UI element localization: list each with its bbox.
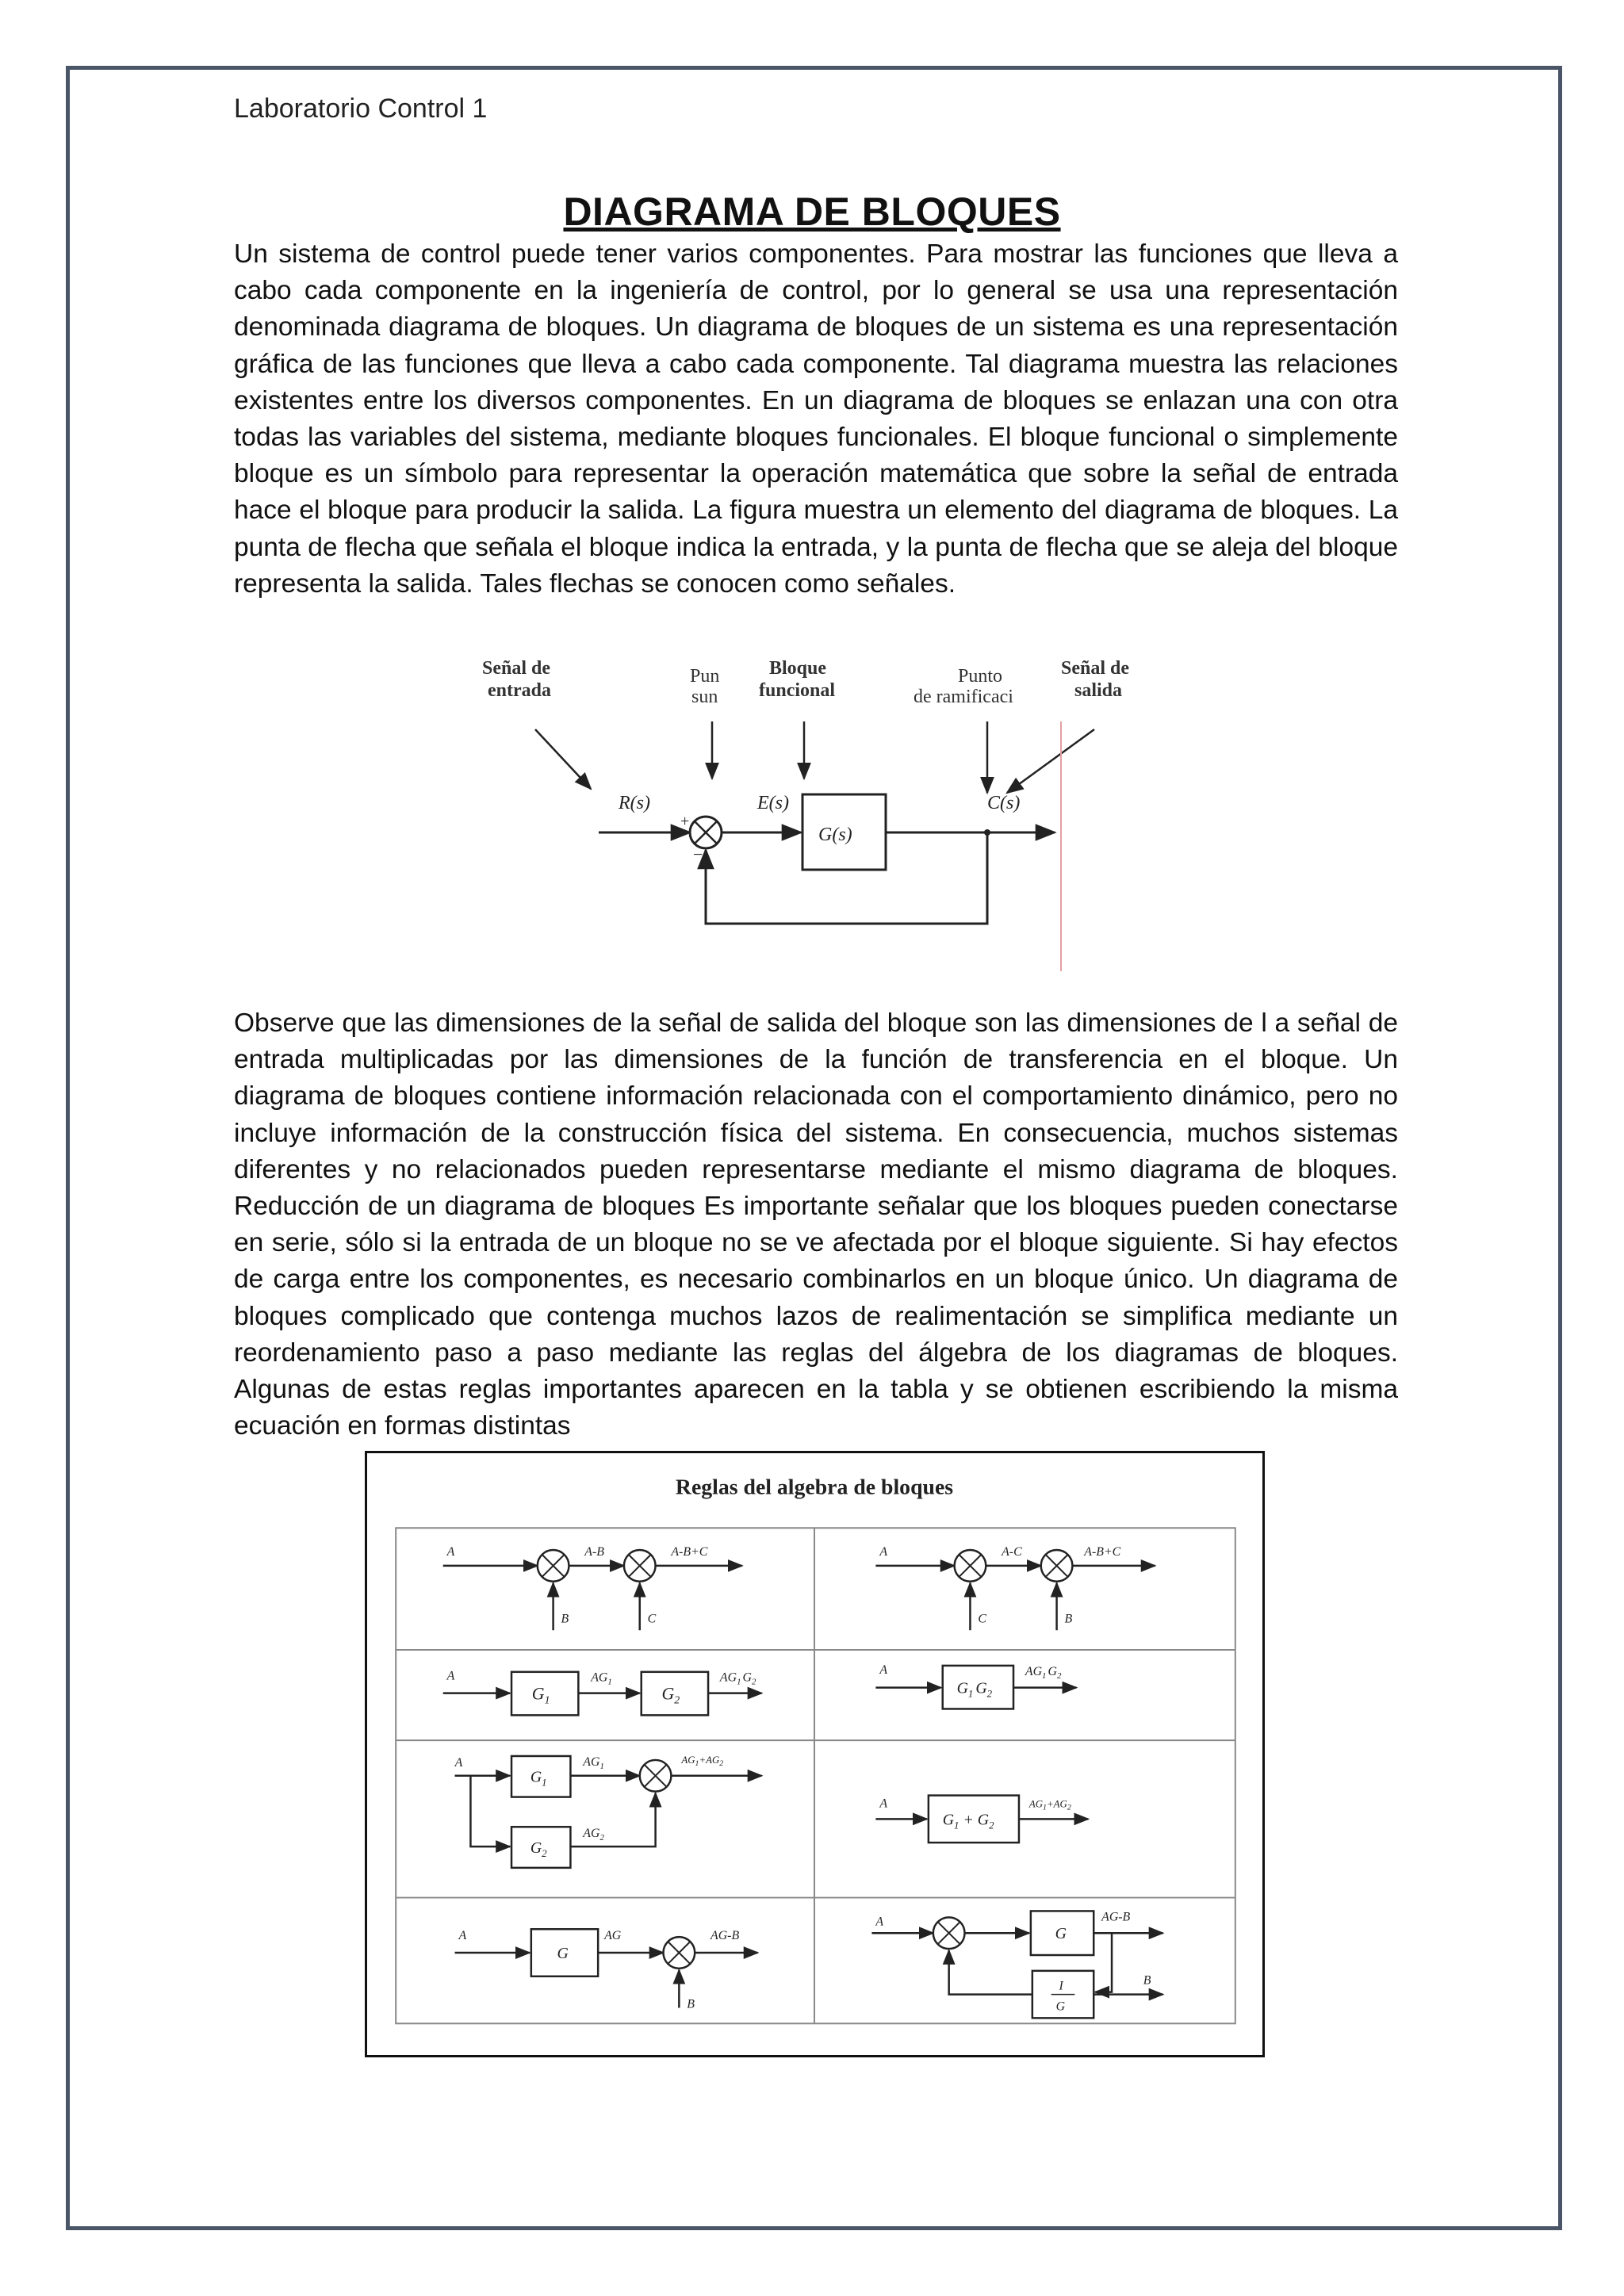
r3-right-out: AG	[1028, 1798, 1044, 1810]
r3-left-sum-m: +AG	[699, 1754, 720, 1766]
svg-text:AG1G2	[1025, 1665, 1062, 1681]
rule-2-left	[443, 1670, 762, 1716]
r3-left-sum-s2: 2	[719, 1758, 724, 1768]
r2-right-out: AG	[1025, 1664, 1043, 1678]
r2-left-a: A	[446, 1669, 455, 1683]
r2-right-out-s1: 1	[1042, 1670, 1047, 1681]
r1-right-amc: A-C	[1002, 1544, 1022, 1559]
label-block-line2: funcional	[759, 680, 836, 701]
r1-left-b: B	[561, 1612, 569, 1626]
r4-right-g: G	[1055, 1925, 1067, 1943]
r4-left-g: G	[557, 1944, 569, 1962]
r3-left-a: A	[454, 1755, 463, 1770]
r4-right-b: B	[1143, 1973, 1151, 1988]
r3-right-a: A	[879, 1797, 888, 1811]
r2-left-ag1-sub: 1	[607, 1677, 612, 1687]
rule-1-left	[443, 1545, 742, 1630]
r2-left-ag1: AG	[591, 1670, 608, 1685]
label-branch-line1: Punto	[958, 666, 1003, 687]
label-branch-line2: de ramificaci	[914, 687, 1013, 707]
r3-left-g2: G	[530, 1839, 542, 1858]
signal-e-label: E(s)	[757, 793, 789, 813]
r2-right-g1-sub: 1	[967, 1688, 974, 1700]
block-algebra-rules-table	[365, 1451, 1265, 2057]
r3-right-g2-sub: 2	[989, 1820, 994, 1831]
r1-right-c: C	[978, 1612, 986, 1626]
label-output-line1: Señal de	[1061, 658, 1130, 679]
input-pointer-arrow	[535, 729, 591, 789]
svg-text:G1 + G2	[943, 1811, 994, 1831]
r3-right-out-s1: 1	[1043, 1803, 1047, 1812]
rule-4-right	[871, 1910, 1162, 2018]
r3-right-plus: + G	[959, 1811, 990, 1829]
r4-left-a: A	[458, 1929, 467, 1943]
rule-3-right	[875, 1796, 1088, 1843]
rule-4-left	[455, 1929, 758, 2011]
r3-left-ag1: AG	[583, 1755, 600, 1769]
r4-right-a: A	[875, 1915, 884, 1929]
rule-3-left	[454, 1755, 762, 1868]
r4-right-inv-den: G	[1055, 1999, 1066, 2014]
r2-left-out-s2: 2	[752, 1677, 756, 1687]
label-input-line1: Señal de	[482, 658, 551, 679]
label-sum-line2: sun	[691, 687, 718, 707]
plus-sign: +	[680, 813, 690, 830]
r2-left-g1: G	[531, 1684, 545, 1704]
r3-left-g2-sub: 2	[542, 1847, 547, 1859]
output-pointer-arrow	[1007, 729, 1094, 793]
block-diagram-figure	[460, 650, 1150, 991]
running-header: Laboratorio Control 1	[234, 94, 488, 124]
r3-right-g1-sub: 1	[954, 1820, 959, 1831]
reduction-paragraph: Observe que las dimensiones de la señal de salida del bloque son las dimensiones de l a señal de entrada multiplicadas por las dimensiones de la función de transferencia en el bloque. Un diagrama de bloques contiene información relacionada con el comportamiento dinámico, pero no incluye información de la construcción física del sistema. En consecuencia, muchos sistemas diferentes y no relacionados pueden representarse mediante el mismo diagrama de bloques. Reducción de un diagrama de bloques Es importante señalar que los bloques pueden conectarse en serie, sólo si la entrada de un bloque no se ve afectada por el bloque siguiente. Si hay efectos de carga entre los componentes, es necesario combinarlos en un bloque único. Un diagrama de bloques complicado que contenga muchos lazos de realimentación se simplifica mediante un reordenamiento paso a paso mediante las reglas del álgebra de los diagramas de bloques. Algunas de estas reglas importantes aparecen en la tabla y se obtienen escribiendo la misma ecuación en formas distintas	[234, 1008, 1398, 1441]
rule-1-right	[875, 1545, 1155, 1630]
svg-text:AG2	[582, 1827, 604, 1843]
rule-2-right	[875, 1663, 1076, 1709]
r1-left-c: C	[647, 1612, 657, 1626]
r4-left-agb: AG-B	[710, 1929, 740, 1943]
r2-right-out-m: G	[1048, 1664, 1057, 1678]
r2-right-a: A	[879, 1663, 888, 1677]
transfer-function-label: G(s)	[818, 825, 852, 845]
r4-left-ag: AG	[604, 1929, 622, 1943]
r2-right-out-s2: 2	[1056, 1670, 1062, 1681]
label-input-line2: entrada	[488, 680, 551, 701]
r3-left-g1: G	[530, 1768, 542, 1786]
r3-right-g1: G	[942, 1811, 955, 1829]
svg-text:AG1	[582, 1755, 604, 1771]
signal-r-label: R(s)	[619, 793, 650, 813]
svg-text:AG1+AG2	[680, 1755, 723, 1768]
r2-left-out-s1: 1	[737, 1677, 741, 1687]
r3-left-g1-sub: 1	[542, 1777, 547, 1789]
table-title: Reglas del algebra de bloques	[675, 1475, 954, 1500]
label-output-line2: salida	[1074, 680, 1123, 701]
r2-left-g2-sub: 2	[674, 1694, 680, 1707]
r3-left-ag1-sub: 1	[599, 1761, 604, 1771]
r2-right-g1: G	[956, 1679, 968, 1697]
signal-c-label: C(s)	[987, 793, 1021, 813]
r4-left-b: B	[687, 1997, 695, 2011]
r1-left-a: A	[446, 1544, 455, 1559]
r1-left-ambc: A-B+C	[671, 1544, 708, 1559]
r3-left-ag2-sub: 2	[599, 1833, 604, 1843]
r3-left-ag2: AG	[583, 1827, 600, 1841]
r4-right-agb: AG-B	[1101, 1910, 1131, 1924]
r3-left-sum: AG	[681, 1754, 695, 1766]
label-block-line1: Bloque	[769, 658, 827, 679]
svg-text:AG1+AG2	[1028, 1798, 1071, 1812]
r1-left-amb: A-B	[584, 1544, 604, 1559]
r4-right-inv-num: I	[1059, 1979, 1063, 1993]
intro-paragraph: Un sistema de control puede tener varios componentes. Para mostrar las funciones que lleva a cabo cada componente en la ingeniería de control, por lo general se usa una representación denominada diagrama de bloques. Un diagrama de bloques de un sistema es una representación gráfica de las funciones que lleva a cabo cada componente. Tal diagrama muestra las relaciones existentes entre los diversos componentes. En un diagrama de bloques se enlazan una con otra todas las variables del sistema, mediante bloques funcionales. El bloque funcional o simplemente bloque es un símbolo para representar la operación matemática que sobre la señal de entrada hace el bloque para producir la salida. La figura muestra un elemento del diagrama de bloques. La punta de flecha que señala el bloque indica la entrada, y la punta de flecha que se aleja del bloque representa la salida. Tales flechas se conocen como señales.	[234, 239, 1398, 599]
r2-right-g2-sub: 2	[986, 1688, 993, 1700]
r2-left-out-m: G	[742, 1670, 753, 1685]
r2-right-g2: G	[975, 1679, 987, 1697]
minus-sign: −	[693, 844, 703, 864]
r1-right-a: A	[879, 1544, 888, 1559]
page-title: DIAGRAMA DE BLOQUES	[563, 189, 1061, 234]
r3-right-out-m: +AG	[1046, 1798, 1067, 1810]
r1-right-ambc: A-B+C	[1084, 1544, 1121, 1559]
label-sum-line1: Pun	[690, 666, 720, 687]
r2-left-out: AG	[719, 1670, 737, 1685]
r2-left-g1-sub: 1	[544, 1694, 550, 1707]
r3-right-out-s2: 2	[1067, 1803, 1071, 1812]
svg-text:AG1	[590, 1671, 612, 1687]
r2-left-g2: G	[661, 1684, 675, 1704]
r3-left-sum-s1: 1	[695, 1758, 699, 1768]
r1-right-b: B	[1064, 1612, 1073, 1626]
svg-text:AG1G2	[719, 1671, 756, 1687]
